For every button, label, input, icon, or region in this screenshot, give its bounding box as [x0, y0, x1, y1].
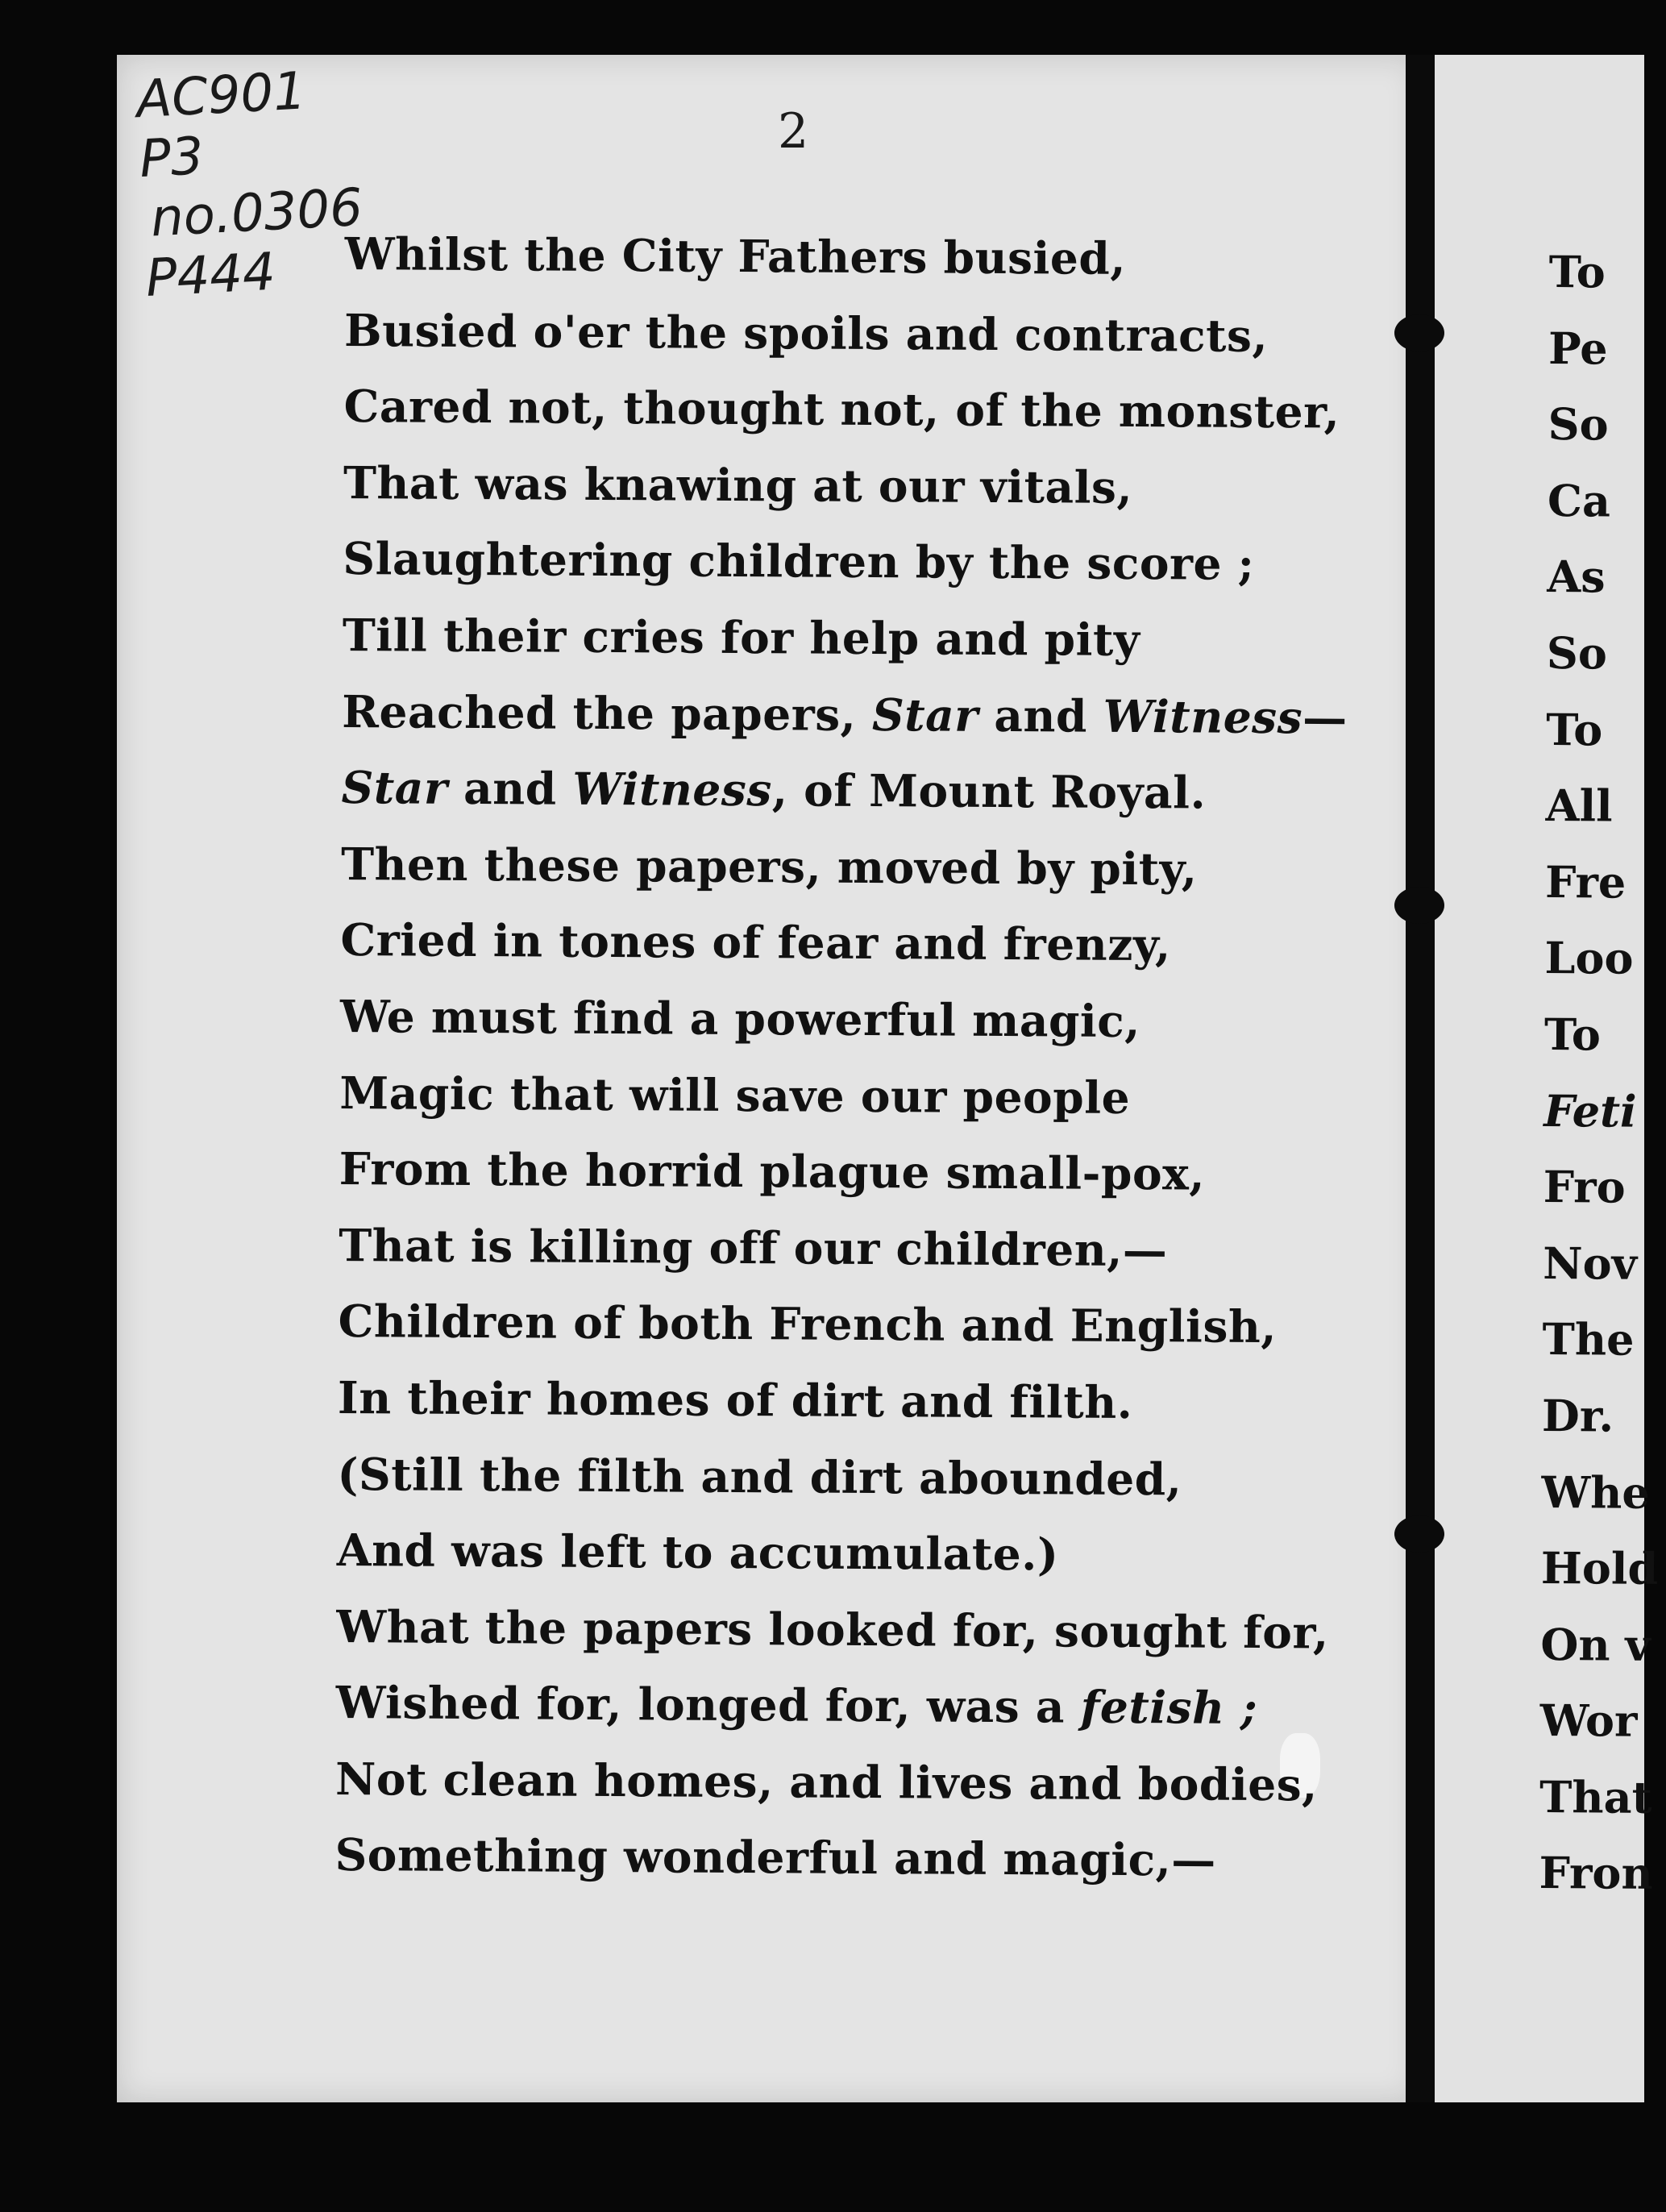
poem-line [337, 1512, 1343, 1595]
right-page-line-fragment: Dr. [1541, 1389, 1614, 1442]
catalog-mark: no.0306 [149, 177, 364, 249]
right-page-line-fragment: The [1542, 1313, 1635, 1366]
right-page-line-fragment: That [1539, 1770, 1652, 1823]
poem-text-run: Children of both French and English, [338, 1295, 1278, 1353]
binding-stitch [1394, 887, 1444, 924]
poem-text-run: — [1302, 690, 1348, 744]
poem-line [342, 674, 1348, 756]
poem-text-run: and [447, 761, 573, 815]
poem-text-run: Magic that will save our people [339, 1066, 1131, 1124]
poem-text-run: That was knawing at our vitals, [343, 455, 1133, 514]
poem-text-run: Whilst the City Fathers busied, [344, 227, 1127, 285]
right-page-line-fragment: Feti [1543, 1084, 1637, 1137]
right-page-line-fragment: Pe [1548, 322, 1608, 375]
right-page-line-fragment: Whe [1541, 1466, 1650, 1519]
poem-line [339, 1055, 1345, 1137]
poem-text-run: and [978, 688, 1103, 742]
poem-line [339, 1131, 1344, 1213]
italic-text: Witness [1103, 689, 1303, 743]
poem-line [338, 1360, 1344, 1442]
binding-stitch [1394, 1516, 1444, 1553]
poem-text-run: Till their cries for help and pity [342, 608, 1140, 667]
poem-text-run: , of Mount Royal. [771, 763, 1207, 819]
poem-line [334, 1817, 1340, 1899]
poem-line [343, 445, 1349, 527]
poem-line [336, 1589, 1342, 1671]
poem-text-run: Wished for, longed for, was a [335, 1676, 1081, 1733]
poem-text-run: What the papers looked for, sought for, [336, 1599, 1329, 1659]
poem-line [341, 750, 1347, 832]
poem-text [334, 216, 1350, 1900]
poem-text-run: Slaughtering children by the score ; [343, 532, 1255, 591]
poem-text-run: From the horrid plague small-pox, [339, 1142, 1206, 1200]
right-page-line-fragment: Hold [1540, 1542, 1659, 1595]
right-page-line-fragment: All [1545, 780, 1613, 832]
poem-text-run: Cared not, thought not, of the monster, [343, 380, 1340, 439]
poem-text-run: In their homes of dirt and filth. [337, 1370, 1133, 1428]
poem-line [343, 521, 1348, 603]
catalog-mark: P444 [144, 242, 277, 309]
right-page-line-fragment: Fron [1539, 1847, 1653, 1900]
page-number: 2 [778, 103, 809, 160]
poem-line [341, 826, 1347, 908]
right-page-line-fragment: As [1547, 551, 1606, 603]
poem-line [343, 597, 1348, 680]
poem-line [340, 902, 1346, 984]
right-page-text-fragments [1539, 234, 1666, 1912]
poem-line [335, 1665, 1341, 1747]
right-page-line-fragment: To [1548, 245, 1606, 298]
italic-text: Star [871, 688, 978, 742]
poem-line [343, 368, 1349, 451]
poem-line [344, 216, 1350, 298]
right-page-line-fragment: So [1546, 626, 1608, 680]
catalog-mark: P3 [138, 127, 206, 190]
catalog-mark: AC901 [135, 61, 308, 131]
right-page-line-fragment: Nov [1543, 1237, 1638, 1290]
right-page-line-fragment: Fro [1543, 1161, 1626, 1213]
right-page-line-fragment: Ca [1547, 474, 1611, 527]
poem-line [339, 1208, 1344, 1290]
poem-text-run: (Still the filth and dirt abounded, [337, 1447, 1182, 1505]
right-page-line-fragment: To [1543, 1008, 1602, 1061]
poem-line [337, 1436, 1343, 1518]
poem-text-run: Cried in tones of fear and frenzy, [340, 913, 1171, 971]
poem-line [338, 1283, 1344, 1366]
poem-text-run: That is killing off our children,— [339, 1218, 1168, 1276]
poem-text-run: Busied o'er the spoils and contracts, [343, 303, 1269, 362]
right-page-line-fragment: On v [1540, 1618, 1651, 1671]
right-page-line-fragment: So [1548, 398, 1609, 451]
poem-line [340, 979, 1346, 1061]
right-page-line-fragment: Wor [1539, 1694, 1638, 1747]
italic-text: fetish ; [1080, 1680, 1258, 1735]
poem-text-run: Something wonderful and magic,— [334, 1828, 1216, 1887]
poem-text-run: We must find a powerful magic, [339, 989, 1141, 1047]
poem-text-run: Then these papers, moved by pity, [340, 837, 1198, 896]
binding-stitch [1394, 314, 1444, 351]
right-page-line-fragment: Fre [1544, 855, 1627, 908]
handwritten-catalog-note [135, 59, 367, 309]
poem-line [335, 1741, 1341, 1823]
italic-text: Star [341, 761, 448, 814]
italic-text: Witness [572, 762, 773, 817]
book-gutter [1406, 55, 1435, 2102]
poem-text-run: Reached the papers, [342, 684, 873, 741]
poem-line [344, 293, 1350, 375]
poem-text-run: And was left to accumulate.) [336, 1524, 1059, 1581]
right-page-line-fragment: Loo [1544, 932, 1634, 984]
poem-text-run: Not clean homes, and lives and bodies, [334, 1752, 1319, 1811]
right-page-line-fragment: To [1546, 703, 1603, 755]
